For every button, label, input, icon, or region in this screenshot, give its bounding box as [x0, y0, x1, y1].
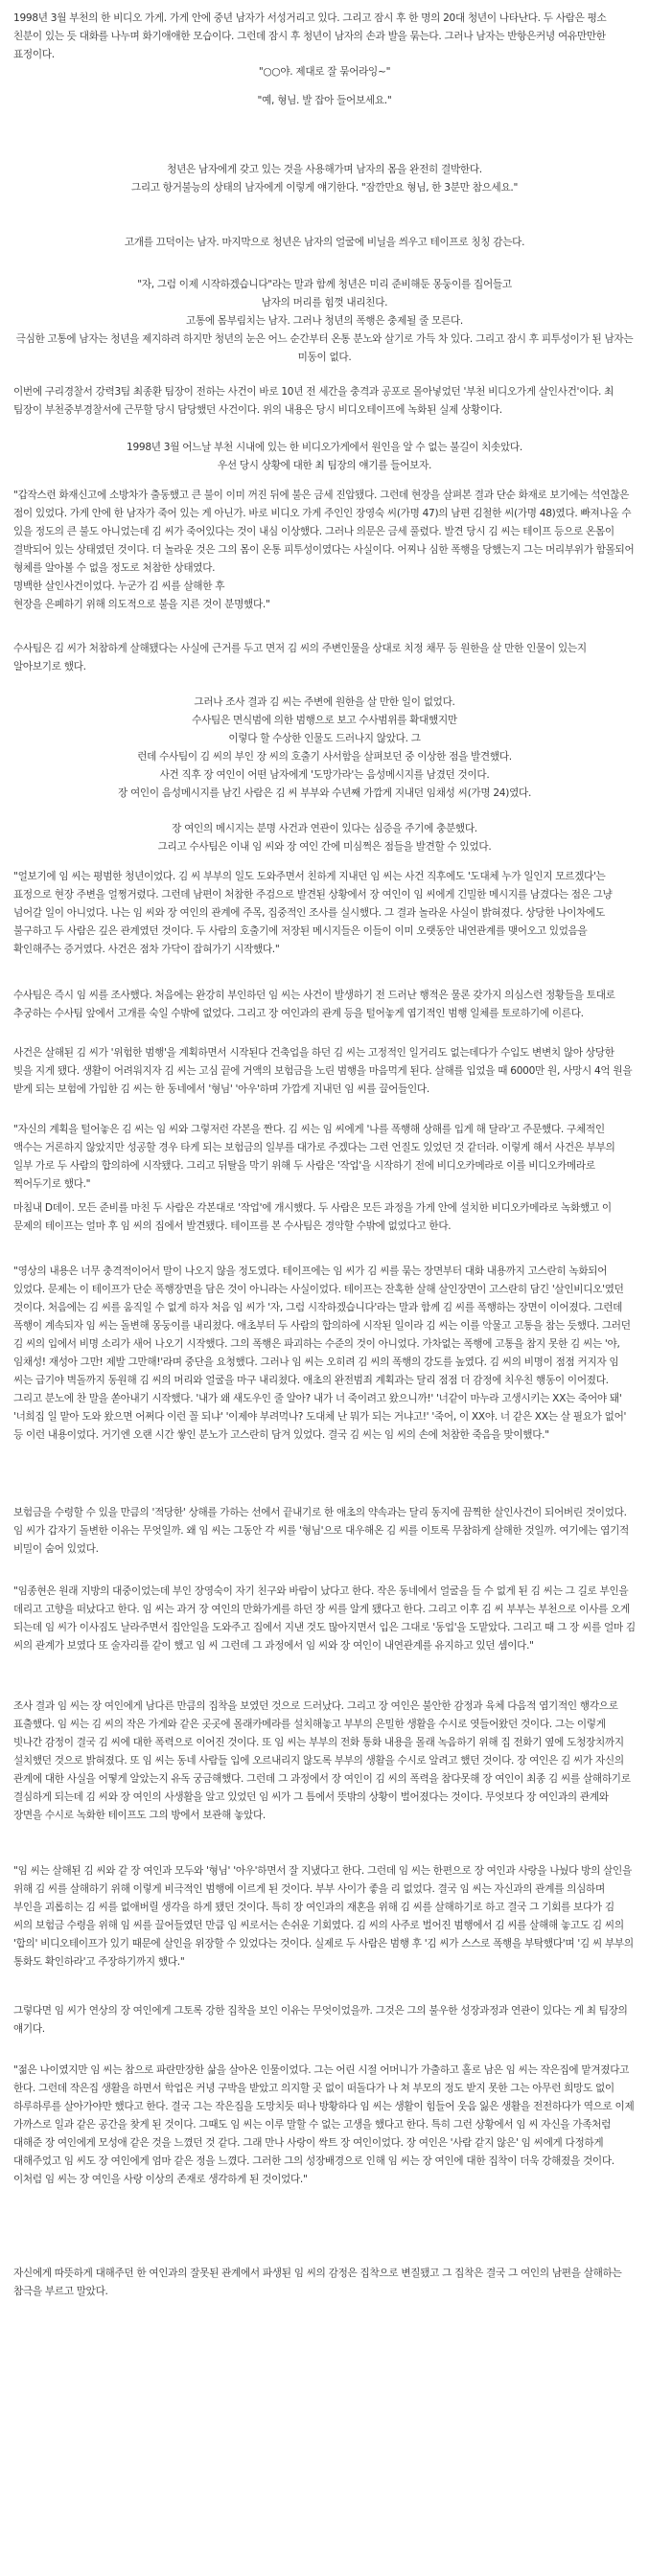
- paragraph-confession: 수사팀은 즉시 임 씨를 조사했다. 처음에는 완강히 부인하던 임 씨는 사건이 발생하기 전 드러난 행적은 물론 갖가지 의심스런 정황들을 토대로 추궁하는 수사팀 앞에서 고개를 숙일 수밖에 없었다. 그리고 장 여인과의 관계 등을 털어놓게 엽기적인 범행 일체를 토로하기에 이른다.: [13, 990, 615, 1019]
- paragraph-conclusion: 자신에게 따뜻하게 대해주던 한 여인과의 잘못된 관계에서 파생된 임 씨의 감정은 집착으로 변질됐고 그 집착은 결국 그 여인의 남편을 살해하는 참극을 부르고 말았다.: [13, 2268, 622, 2297]
- paragraph-nod: 고개를 끄덕이는 남자. 마지막으로 청년은 남자의 얼굴에 비닐을 씌우고 테이프로 칭칭 감는다.: [124, 237, 525, 248]
- quote-video-content: "영상의 내용은 너무 충격적이어서 말이 나오지 않을 정도였다. 테이프에는 임 씨가 김 씨를 묶는 장면부터 대화 내용까지 고스란히 녹화되어 있었다. 문제는 이 테이프가 단순 폭행장면을 담은 것이 아니라는 사실이었다. 테이프는 잔혹한 살해 살인장면이 고스란히 담긴 '살인비디오'였던 것이다. 처음에는 김 씨를 움직일 수 없게 하자 처음 임 씨가 '자, 그럼 시작하겠습니다'라는 말과 함께 김 씨를 폭행하는 장면이 이어졌다. 그런데 폭행이 계속되자 임 씨는 돌변해 몽둥이를 내리쳤다. 애초부터 두 사람의 합의하에 시작된 일이라 김 씨는 이를 악물고 고통을 참는 듯했다. 그러던 김 씨의 입에서 비명 소리가 새어 나오기 시작했다. 그의 폭행은 파괴하는 수준의 것이 아니었다. 가차없는 폭행에 고통을 참지 못한 김 씨는 '야, 임채성! 재성아 그만! 제발 그만해!'라며 중단을 요청했다. 그러나 임 씨는 오히려 김 씨의 폭행의 강도를 높였다. 김 씨의 비명이 점점 커지자 임 씨는 급기야 벽돌까지 동원해 김 씨의 머리와 얼굴을 마구 내리쳤다. 애초의 완전범죄 계획과는 달리 점점 더 감정에 치우친 행동이 이어졌다. 그리고 분노에 찬 말을 쏟아내기 시작했다. '내가 왜 새도우인 줄 알아? 내가 너 죽이려고 왔으니까!' '너같이 마누라 고생시키는 XX는 죽어야 돼' '너희집 일 맡아 도와 왔으면 어쩌다 이런 꼴 되냐' '이제야 부려먹나? 도대체 난 뭐가 되는 거냐고!' '죽어, 이 XX야. 너 같은 XX는 살 필요가 없어' 등 이런 내용이었다. 거기엔 오랜 시간 쌓인 분노가 고스란히 담겨 있었다. 결국 김 씨는 임 씨의 손에 처참한 죽음을 맞이했다.": [13, 1265, 631, 1441]
- quote-scenario: "자신의 계획을 털어놓은 김 씨는 임 씨와 그렇저런 각본을 짠다. 김 씨는 임 씨에게 '나를 폭행해 상해를 입게 해 달라'고 주문했다. 구체적인 액수는 거론하지 않았지만 성공할 경우 타게 되는 보험금의 일부를 대가로 주겠다는 그런 언질도 있었던 것 같더라. 이렇게 해서 사건은 부부의 일부 가로 두 사람의 합의하에 시작됐다. 그리고 뒤탈을 막기 위해 두 사람은 '작업'을 시작하기 전에 비디오카메라로 이를 비디오카메라로 찍어두기로 했다.": [13, 1124, 615, 1190]
- quote-dialogue-1: "○○야. 제대로 잘 묶어라잉~": [258, 66, 391, 78]
- paragraph-d-day: 마침내 D데이. 모든 준비를 마친 두 사람은 각본대로 '작업'에 개시했다. 두 사람은 모든 과정을 가게 안에 설치한 비디오카메라로 녹화했고 이 문제의 테이프는 얼마 후 임 씨의 집에서 발견됐다. 테이프를 본 수사팀은 경악할 수밖에 없었다고 한다.: [13, 1202, 612, 1232]
- paragraph-assault: "자, 그럼 이제 시작하겠습니다"라는 말과 함께 청년은 미리 준비해둔 몽둥이를 집어들고 남자의 머리를 힘껏 내리친다. 고통에 몸부림치는 남자. 그러나 청년의 폭행은 충제될 줄 모른다. 극심한 고통에 남자는 청년을 제지하려 하지만 청년의 눈은 어느 순간부터 온통 분노와 살기로 가득 차 있다. 그리고 잠시 후 피투성이가 된 남자는 미동이 없다.: [15, 279, 634, 363]
- quote-relationship: "얼보기에 임 씨는 평범한 청년이었다. 김 씨 부부의 일도 도와주면서 친하게 지내던 임 씨는 사건 직후에도 '도대체 누가 일인지 모르겠다'는 표정으로 현장 주변을 얼쩡거렸다. 그런데 남편이 처참한 주검으로 발견된 상황에서 장 여인이 임 씨에게 긴밀한 메시지를 남겼다는 점은 그냥 넘어갈 일이 아니었다. 나는 임 씨와 장 여인의 관계에 주목, 집중적인 조사를 실시했다. 그 결과 놀라운 사실이 밝혀졌다. 상당한 나이차에도 불구하고 두 사람은 깊은 관계였던 것이다. 두 사람의 호출기에 저장된 메시지들은 이들이 이미 오랫동안 내연관계를 맺어오고 있었음을 확인해주는 증거였다. 사건은 점차 가닥이 잡혀가기 시작했다.": [13, 871, 613, 955]
- quote-upbringing: "젊은 나이였지만 임 씨는 참으로 파란만장한 삶을 살아온 인물이었다. 그는 어린 시절 어머니가 가출하고 홀로 남은 임 씨는 작은집에 맡겨졌다고 한다. 그런데 작은집 생활을 하면서 학업은 커녕 구박을 받았고 의지할 곳 없이 떠돌다가 나 쳐 부모의 정도 받지 못한 그는 아무런 희망도 없이 하루하루를 살아가야만 했다고 한다. 결국 그는 작은집을 도망치듯 떠나 방황하다 임 씨는 생활이 힘들어 웃음 잃은 생활을 전전하다가 역으로 이제 가까스로 일과 같은 공간을 찾게 된 것이다. 그때도 임 씨는 이루 말할 수 없는 고생을 했다고 한다. 특히 그런 상황에서 임 씨 자신을 가족처럼 대해준 장 여인에게 모성애 같은 것을 느꼈던 것 같다. 그래 만나 사랑이 싹트 장 여인이었다. 장 여인은 '사람 같지 않은' 임 씨에게 다정하게 대해주었고 임 씨도 장 여인에게 엄마 같은 정을 느꼈다. 그러한 그의 성장배경으로 인해 임 씨는 장 여인에 대한 집착이 더욱 강해졌을 것이다. 이처럼 임 씨는 장 여인을 사랑 이상의 존재로 생각하게 된 것이었다.": [13, 2064, 635, 2185]
- paragraph-motive-question: 보험금을 수령할 수 있을 만큼의 '적당한' 상해를 가하는 선에서 끝내기로 한 애초의 약속과는 달리 동지에 끔찍한 살인사건이 되어버린 것이었다. 임 씨가 갑자기 돌변한 이유는 무엇일까. 왜 임 씨는 그동안 각 씨를 '형님'으로 대우해온 김 씨를 이토록 무참하게 살해한 것일까. 여기에는 엽기적 비밀이 숨어 있었다.: [13, 1507, 629, 1555]
- quote-detective-scene: "갑작스런 화재신고에 소방차가 출동했고 큰 불이 이미 꺼진 뒤에 불은 금세 진압됐다. 그런데 현장을 살펴본 결과 단순 화재로 보기에는 석연찮은 점이 있었다. 가게 안에 한 남자가 죽어 있는 게 아닌가. 바로 비디오 가게 주인인 장영숙 씨(가명 47)의 남편 김철한 씨(가명 48)였다. 빠져나올 수 있을 정도의 큰 불도 아니었는데 김 씨가 죽어있다는 것이 내심 이상했다. 그러나 의문은 금세 풀렸다. 발견 당시 김 씨는 테이프 등으로 온몸이 결박되어 있는 상태였던 것이다. 더 놀라운 것은 그의 몸이 온통 피투성이였다는 사실이다. 어찌나 심한 폭행을 당했는지 그는 머리부위가 함몰되어 형체를 알아볼 수 없을 정도로 처참한 상태였다. 명백한 살인사건이었다. 누군가 김 씨를 살해한 후 현장을 은폐하기 위해 의도적으로 불을 지른 것이 분명했다.": [13, 490, 635, 610]
- quote-dialogue-2: "예, 형님. 발 잡아 들어보세요.": [257, 95, 392, 106]
- paragraph-suspicion: 장 여인의 메시지는 분명 사건과 연관이 있다는 심증을 주기에 충분했다. 그리고 수사팀은 이내 임 씨와 장 여인 간에 미심쩍은 점들을 발견할 수 있었다.: [157, 823, 492, 853]
- paragraph-investigation: 수사팀은 김 씨가 처참하게 살해됐다는 사실에 근거를 두고 면저 김 씨의 주변인물을 상대로 치정 채무 등 원한을 살 만한 인물이 있는지 알아보기로 했다.: [13, 643, 587, 672]
- paragraph-insurance-plan: 사건은 살해된 김 씨가 '위험한 범행'을 계획하면서 시작된다 건축업을 하던 김 씨는 고정적인 일거리도 없는데다가 수입도 변변치 않아 상당한 빚을 지게 됐다. 생활이 어려워지자 김 씨는 고심 끝에 거액의 보험금을 노린 범행을 마음먹게 된다. 살해를 입었을 때 6000만 원, 사망시 4억 원을 받게 되는 보험에 가입한 김 씨는 한 동네에서 '형님' '아우'하며 가깝게 지내던 임 씨를 끌어들인다.: [13, 1047, 633, 1095]
- quote-background: "임종현은 원래 지방의 대중이었는데 부인 장영숙이 자기 친구와 바람이 났다고 한다. 작은 동네에서 얼굴을 들 수 없게 된 김 씨는 그 길로 부인을 데리고 고향을 떠났다고 한다. 임 씨는 과거 장 여인의 만화가게를 하던 장 씨를 알게 됐다고 한다. 그리고 이후 김 씨 부부는 부천으로 이사를 오게 되는데 임 씨가 이사짐도 날라주면서 집안일을 도와주고 집에서 지낸 것도 많아지면서 입은 그대로 '동업'을 도맡았다. 그리고 때 그 장 씨를 얼마 김 씨의 관계가 보였다 또 술자리를 같이 했고 임 씨 그런데 그 과정에서 임 씨와 장 여인이 내연관계를 유지하고 있던 셈이다.": [13, 1585, 636, 1652]
- paragraph-intro: 1998년 3월 부천의 한 비디오 가게. 가게 안에 중년 남자가 서성거리고 있다. 그리고 잠시 후 한 명의 20대 청년이 나타난다. 두 사람은 평소 친분이 있는 듯 대화를 나누며 화기애애한 모습이다. 그런데 잠시 후 청년이 남자의 손과 발을 묶는다. 그러나 남자는 반항은커녕 여유만만한 표정이다.: [13, 12, 607, 60]
- paragraph-upbringing-intro: 그렇다면 임 씨가 연상의 장 여인에게 그토록 강한 집착을 보인 이유는 무엇이었을까. 그것은 그의 불우한 성장과정과 연관이 있다는 게 최 팀장의 얘기다.: [13, 2005, 628, 2035]
- paragraph-voicemail: 그러나 조사 결과 김 씨는 주변에 원한을 살 만한 일이 없었다. 수사팀은 면식범에 의한 범행으로 보고 수사범위를 확대했지만 이렇다 할 수상한 인물도 드러나지 않았다. 그 런데 수사팀이 김 씨의 부인 장 씨의 호출기 사서함을 살펴보던 중 이상한 점을 발견했다. 사건 직후 장 여인이 어떤 남자에게 '도망가라'는 음성메시지를 남겼던 것이다. 장 여인이 음성메시지를 남긴 사람은 김 씨 부부와 수년째 가깝게 지내던 임채성 씨(가명 24)였다.: [117, 696, 532, 799]
- quote-murder-plan: "임 씨는 살해된 김 씨와 같 장 여인과 모두와 '형님' '아우'하면서 잘 지냈다고 한다. 그런데 임 씨는 한편으로 장 여인과 사랑을 나눴다 방의 살인을 위해 김 씨를 살해하기 위해 이렇게 비극적인 범행에 이르게 된 것이다. 부부 사이가 좋을 리 없었다. 결국 임 씨는 자신과의 관계를 의심하며 부인을 괴롭히는 김 씨를 없애버릴 생각을 하게 됐던 것이다. 특히 장 여인과의 재혼을 위해 김 씨를 살해하기로 하고 결국 그 기회를 보다가 김 씨의 보험금 수령을 위해 임 씨를 끌어들였던 만큼 임 씨로서는 손쉬운 기회였다. 김 씨의 사주로 벌어진 범행에서 김 씨를 살해해 놓고도 김 씨의 '합의' 비디오테이프가 있기 때문에 살인을 위장할 수 있었다는 것이다. 실제로 두 사람은 범행 후 '김 씨가 스스로 폭행을 부탁했다'며 '김 씨 부부의 통화도 확인하라'고 주장하기까지 했다.": [13, 1865, 634, 1968]
- paragraph-binding: 청년은 남자에게 갖고 있는 것을 사용해가며 남자의 몸을 완전히 결박한다. 그리고 항거불능의 상태의 남자에게 이렇게 얘기한다. "잠깐만요 형님, 한 3분만 참으세요.": [130, 164, 519, 194]
- paragraph-obsession: 조사 결과 임 씨는 장 여인에게 남다른 만큼의 집착을 보였던 것으로 드러났다. 그리고 장 여인은 불안한 감정과 육체 다음적 엽기적인 행각으로 표출했다. 임 씨는 김 씨의 작은 가게와 같은 곳곳에 몰래카메라를 설치해놓고 부부의 은밀한 생활을 수시로 엿들어왔던 것이다. 그는 이렇게 빗나간 감정이 결국 김 씨에 대한 폭력으로 이어진 것이다. 또 임 씨는 부부의 전화 통화 내용을 몰래 녹음하기 위해 집 전화기 옆에 도청장치까지 설치했던 것으로 밝혀졌다. 또 임 씨는 동네 사람들 입에 오르내리지 않도록 부부의 생활을 수시로 알려고 했던 것이다. 장 여인은 김 씨가 자신의 관계에 대한 사실을 어떻게 알았는지 유독 궁금해했다. 그런데 그 과정에서 장 여인이 김 씨의 폭력을 참다못해 장 여인이 최종 김 씨를 살해하기로 결심하게 되는데 김 씨와 장 여인의 사생활을 알고 있었던 임 씨가 그 틈에서 뜻밖의 상황이 벌어졌다는 것이다. 무엇보다 장 여인과의 관계와 장면을 수시로 녹화한 테이프도 그의 방에서 보관해 놓았다.: [13, 1700, 631, 1821]
- paragraph-case-intro: 이번에 구리경찰서 강력3팀 최종환 팀장이 전하는 사건이 바로 10년 전 세간을 충격과 공포로 몰아넣었던 '부천 비디오가게 살인사건'이다. 최 팀장이 부천중부경찰서에 근무할 당시 담당했던 사건이다. 위의 내용은 당시 비디오테이프에 녹화된 실제 상황이다.: [13, 386, 614, 416]
- paragraph-fire: 1998년 3월 어느날 부천 시내에 있는 한 비디오가게에서 원인을 알 수 없는 불길이 치솟았다. 우선 당시 상황에 대한 최 팀장의 얘기를 들어보자.: [127, 442, 522, 471]
